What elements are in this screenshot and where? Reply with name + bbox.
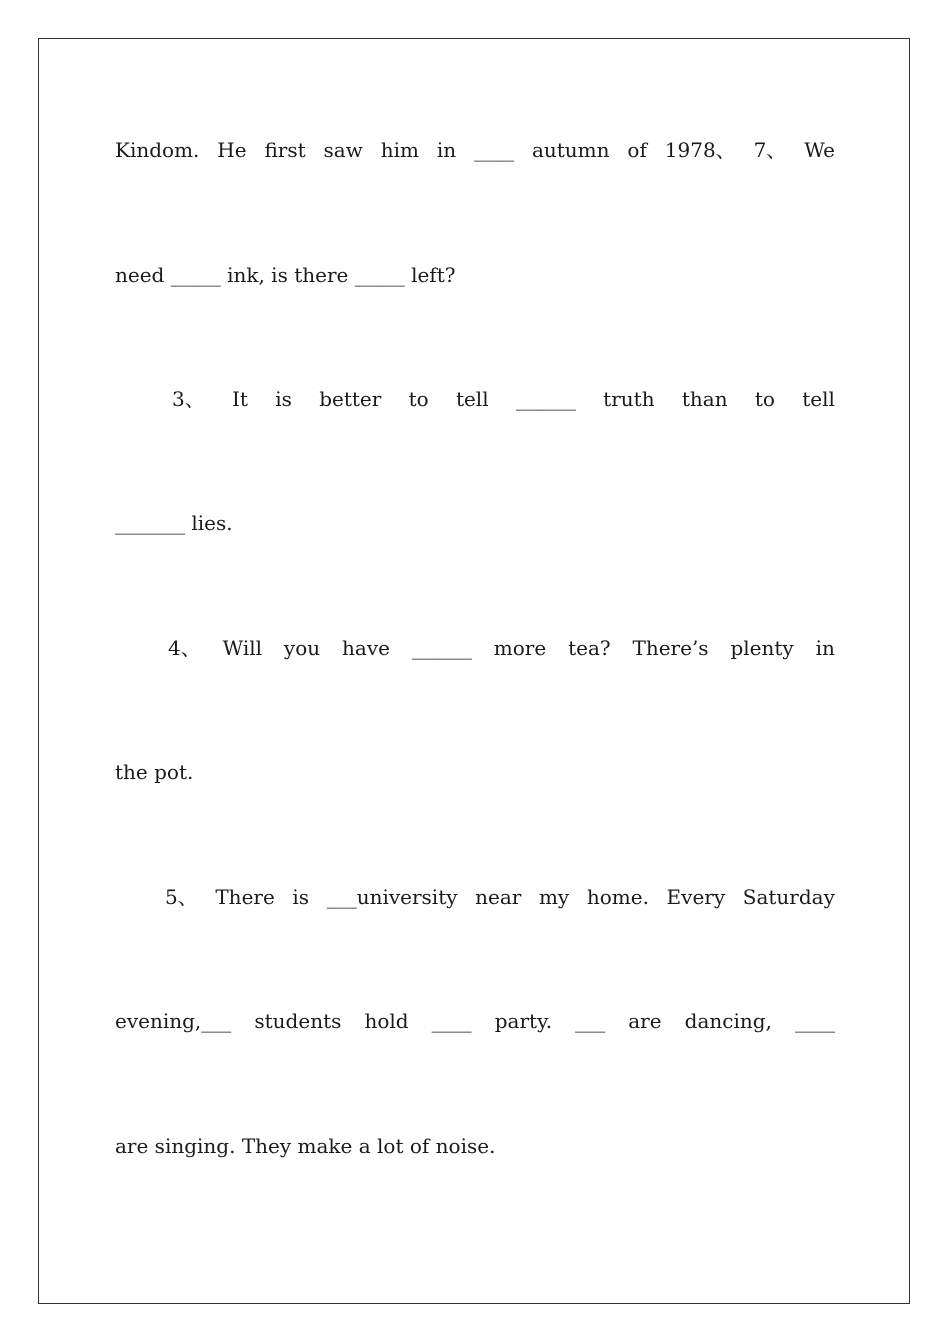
word: to (754, 387, 775, 411)
word: plenty (730, 636, 794, 660)
blank: ____ (474, 138, 515, 162)
text-line-5 (168, 635, 835, 661)
word: dancing, (684, 1009, 772, 1033)
word: There’s (632, 636, 709, 660)
word: It (232, 387, 248, 411)
word: to (408, 387, 429, 411)
word: near (475, 885, 522, 909)
blank: ____ (794, 1009, 835, 1033)
word: Saturday (742, 885, 835, 909)
text-line-6: the pot. (115, 760, 194, 784)
word: 1978、 (664, 138, 736, 162)
word: is (275, 387, 292, 411)
word: He (217, 138, 247, 162)
blank: ______ (515, 387, 576, 411)
question-number: 4、 (168, 636, 201, 660)
word: you (283, 636, 321, 660)
text-line-1 (115, 137, 835, 163)
word: tea? (568, 636, 611, 660)
word: first (264, 138, 306, 162)
word: saw (323, 138, 363, 162)
text-line-9: are singing. They make a lot of noise. (115, 1134, 496, 1158)
word: my (538, 885, 570, 909)
word: him (380, 138, 419, 162)
question-number: 7、 (753, 138, 787, 162)
question-number: 5、 (165, 885, 198, 909)
word: evening,___ (115, 1009, 232, 1033)
word: Every (666, 885, 726, 909)
text-line-7 (165, 884, 835, 910)
word: hold (364, 1009, 409, 1033)
word: is (292, 885, 310, 909)
question-number: 3、 (172, 387, 205, 411)
blank: ___ (575, 1009, 606, 1033)
word: Kindom. (115, 138, 200, 162)
blank: ______ (411, 636, 472, 660)
word: Will (222, 636, 263, 660)
word: than (681, 387, 728, 411)
word: in (436, 138, 457, 162)
text-line-8 (115, 1008, 835, 1034)
blank: ____ (431, 1009, 472, 1033)
word: better (319, 387, 382, 411)
text-line-4: _______ lies. (115, 511, 233, 535)
word: tell (802, 387, 835, 411)
word: party. (494, 1009, 553, 1033)
text-line-2: need _____ ink, is there _____ left? (115, 263, 456, 287)
word: are (628, 1009, 662, 1033)
text-line-3 (172, 386, 835, 412)
word: truth (603, 387, 655, 411)
word: We (804, 138, 835, 162)
word: tell (455, 387, 489, 411)
word: have (342, 636, 390, 660)
page-border (38, 38, 910, 1304)
word: of (627, 138, 647, 162)
word: There (215, 885, 275, 909)
word: autumn (531, 138, 610, 162)
word: more (493, 636, 547, 660)
word: ___university (326, 885, 458, 909)
word: in (815, 636, 835, 660)
word: home. (586, 885, 649, 909)
word: students (254, 1009, 342, 1033)
